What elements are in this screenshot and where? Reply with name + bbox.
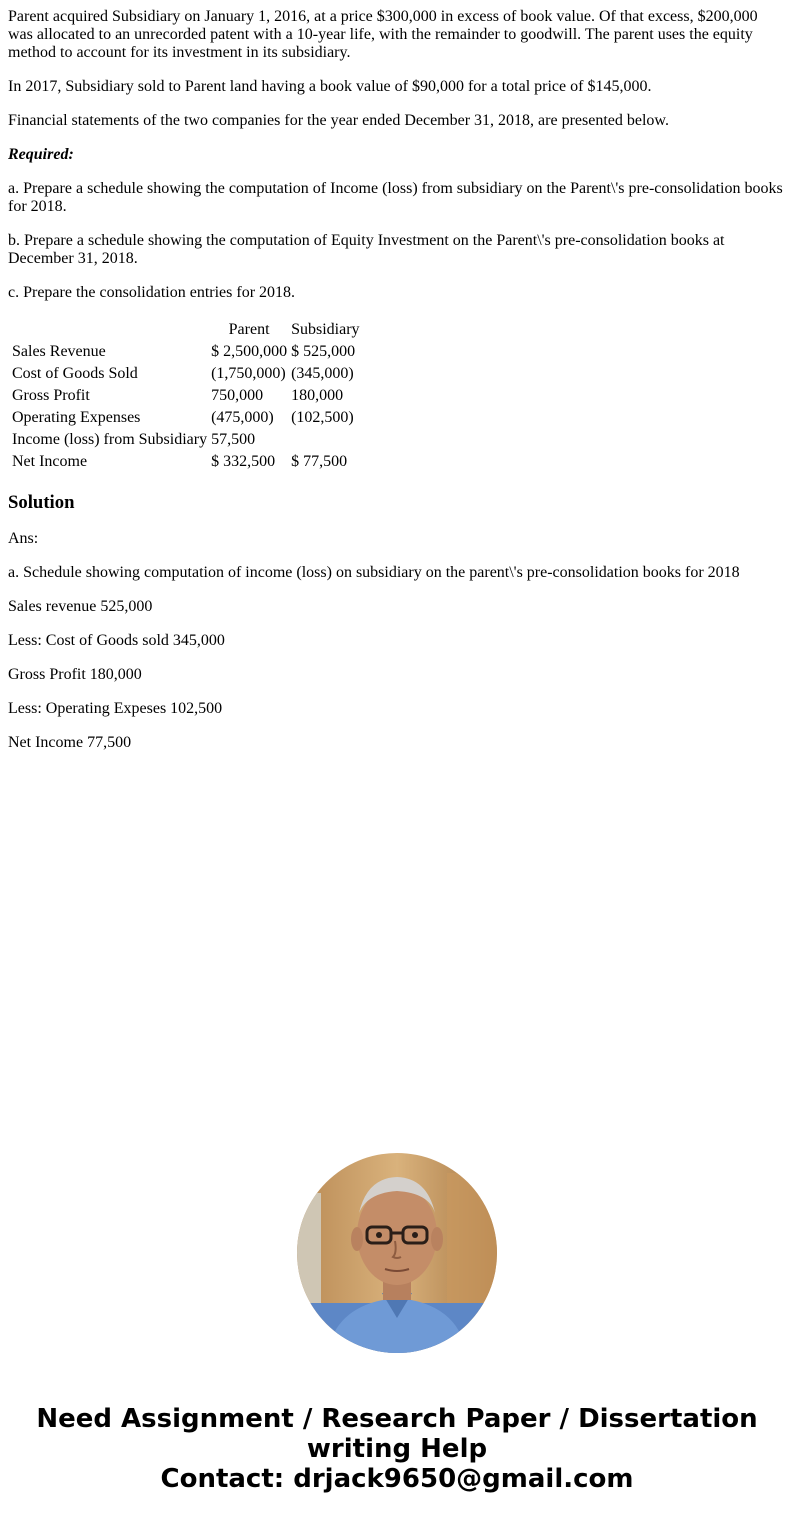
requirement-a: a. Prepare a schedule showing the computation of Income (loss) from subsidiary on the Parent\'s pre-consolidation books for 2018. [8, 180, 783, 215]
table-cell: Cost of Goods Sold [12, 365, 138, 382]
problem-statements-intro: Financial statements of the two companies for the year ended December 31, 2018, are presented below. [8, 112, 669, 129]
table-cell: 180,000 [291, 387, 344, 404]
problem-intro: Parent acquired Subsidiary on January 1, 2016, at a price $300,000 in excess of book value. Of that excess, $200,000 was allocated to an unrecorded patent with a 10-year life, with the remainder to goodwill. The parent uses the equity method to account for its investment in its subsidiary. [8, 8, 758, 61]
table-cell: $ 332,500 [211, 453, 276, 470]
table-header-cell: Subsidiary [291, 321, 360, 338]
table-cell: Operating Expenses [12, 409, 141, 426]
table-cell: Net Income [12, 453, 88, 470]
solution-line: Less: Operating Expeses 102,500 [8, 700, 223, 717]
table-row [11, 342, 361, 362]
promo-line: Need Assignment / Research Paper / Dissertation [36, 1404, 758, 1434]
problem-land-sale: In 2017, Subsidiary sold to Parent land having a book value of $90,000 for a total price of $145,000. [8, 78, 652, 95]
promo-line: writing Help [306, 1434, 488, 1464]
table-cell: (475,000) [211, 409, 274, 426]
table-cell: Income (loss) from Subsidiary [12, 431, 208, 448]
table-cell: 57,500 [211, 431, 256, 448]
table-cell: $ 77,500 [291, 453, 348, 470]
table-header-row [11, 320, 361, 340]
solution-line: Gross Profit 180,000 [8, 666, 142, 683]
requirement-b: b. Prepare a schedule showing the computation of Equity Investment on the Parent\'s pre-consolidation books at December 31, 2018. [8, 232, 725, 267]
table-row [11, 452, 361, 472]
table-row [11, 430, 361, 450]
avatar [297, 1153, 497, 1353]
solution-ans: Ans: [8, 530, 39, 547]
solution-schedule-title: a. Schedule showing computation of income (loss) on subsidiary on the parent\'s pre-consolidation books for 2018 [8, 564, 740, 581]
table-cell: (345,000) [291, 365, 354, 382]
table-cell: $ 525,000 [291, 343, 356, 360]
table-cell: (102,500) [291, 409, 354, 426]
solution-line: Net Income 77,500 [8, 734, 132, 751]
requirement-c: c. Prepare the consolidation entries for 2018. [8, 284, 296, 301]
table-row [11, 386, 361, 406]
table-cell: (1,750,000) [211, 365, 286, 382]
solution-heading: Solution [8, 492, 75, 513]
table-cell: 750,000 [211, 387, 264, 404]
tutor-portrait-icon [297, 1153, 497, 1353]
table-header-cell [11, 320, 208, 340]
table-cell [290, 430, 360, 450]
solution-line: Sales revenue 525,000 [8, 598, 153, 615]
document-body [0, 0, 794, 752]
promo-banner [0, 1404, 794, 1494]
table-row [11, 364, 361, 384]
required-label: Required: [8, 146, 74, 163]
table-cell: Gross Profit [12, 387, 90, 404]
promo-contact: Contact: drjack9650@gmail.com [160, 1464, 634, 1494]
table-row [11, 408, 361, 428]
financial-statements-table [9, 318, 363, 474]
table-cell: $ 2,500,000 [211, 343, 288, 360]
solution-line: Less: Cost of Goods sold 345,000 [8, 632, 225, 649]
table-header-cell: Parent [228, 321, 270, 338]
table-cell: Sales Revenue [12, 343, 106, 360]
